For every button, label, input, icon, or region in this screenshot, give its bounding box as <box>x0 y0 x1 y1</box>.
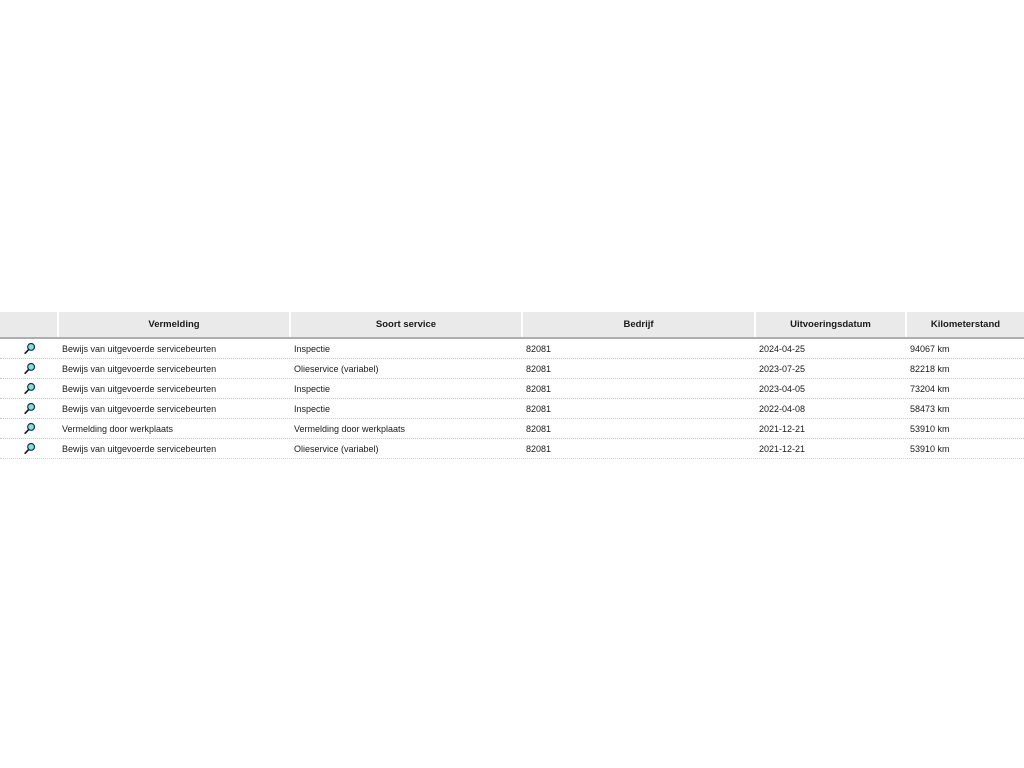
cell-soort-service: Inspectie <box>294 403 331 414</box>
cell-uitvoeringsdatum: 2023-07-25 <box>759 363 806 374</box>
cell-bedrijf: 82081 <box>526 423 552 434</box>
magnifier-icon <box>23 402 36 415</box>
cell-bedrijf: 82081 <box>526 443 552 454</box>
table-row <box>0 339 1024 358</box>
row-actions-cell <box>0 379 59 398</box>
cell-kilometerstand: 53910 km <box>910 443 950 454</box>
header-cell-bedrijf: Bedrijf <box>523 312 754 337</box>
cell-vermelding: Bewijs van uitgevoerde servicebeurten <box>62 403 217 414</box>
header-cell-kilometerstand: Kilometerstand <box>907 312 1024 337</box>
table-row <box>0 418 1024 438</box>
table-row <box>0 438 1024 459</box>
cell-bedrijf: 82081 <box>526 383 552 394</box>
cell-kilometerstand: 58473 km <box>910 403 950 414</box>
table-row <box>0 358 1024 378</box>
cell-vermelding: Bewijs van uitgevoerde servicebeurten <box>62 443 217 454</box>
cell-uitvoeringsdatum: 2021-12-21 <box>759 443 806 454</box>
row-actions-cell <box>0 439 59 458</box>
magnifier-icon <box>23 422 36 435</box>
magnifier-icon <box>23 442 36 455</box>
cell-bedrijf: 82081 <box>526 363 552 374</box>
cell-kilometerstand: 82218 km <box>910 363 950 374</box>
row-actions-cell <box>0 339 59 358</box>
row-detail-button[interactable] <box>22 341 38 357</box>
cell-kilometerstand: 94067 km <box>910 343 950 354</box>
cell-kilometerstand: 53910 km <box>910 423 950 434</box>
row-actions-cell <box>0 359 59 378</box>
header-cell-vermelding: Vermelding <box>59 312 289 337</box>
cell-soort-service: Olieservice (variabel) <box>294 363 379 374</box>
magnifier-icon <box>23 382 36 395</box>
cell-soort-service: Olieservice (variabel) <box>294 443 379 454</box>
cell-uitvoeringsdatum: 2022-04-08 <box>759 403 806 414</box>
header-cell-actions <box>0 312 57 337</box>
row-detail-button[interactable] <box>22 401 38 417</box>
table-body <box>0 339 1024 459</box>
cell-uitvoeringsdatum: 2021-12-21 <box>759 423 806 434</box>
cell-soort-service: Inspectie <box>294 343 331 354</box>
cell-soort-service: Vermelding door werkplaats <box>294 423 406 434</box>
cell-soort-service: Inspectie <box>294 383 331 394</box>
row-detail-button[interactable] <box>22 421 38 437</box>
header-cell-soort-service: Soort service <box>291 312 521 337</box>
cell-uitvoeringsdatum: 2024-04-25 <box>759 343 806 354</box>
cell-kilometerstand: 73204 km <box>910 383 950 394</box>
cell-vermelding: Bewijs van uitgevoerde servicebeurten <box>62 343 217 354</box>
magnifier-icon <box>23 362 36 375</box>
table-row <box>0 378 1024 398</box>
row-detail-button[interactable] <box>22 361 38 377</box>
cell-vermelding: Bewijs van uitgevoerde servicebeurten <box>62 363 217 374</box>
row-detail-button[interactable] <box>22 381 38 397</box>
cell-vermelding: Bewijs van uitgevoerde servicebeurten <box>62 383 217 394</box>
magnifier-icon <box>23 342 36 355</box>
row-actions-cell <box>0 419 59 438</box>
cell-bedrijf: 82081 <box>526 343 552 354</box>
table-row <box>0 398 1024 418</box>
cell-uitvoeringsdatum: 2023-04-05 <box>759 383 806 394</box>
row-actions-cell <box>0 399 59 418</box>
table-header-row <box>0 312 1024 339</box>
header-cell-uitvoeringsdatum: Uitvoeringsdatum <box>756 312 905 337</box>
cell-bedrijf: 82081 <box>526 403 552 414</box>
cell-vermelding: Vermelding door werkplaats <box>62 423 174 434</box>
row-detail-button[interactable] <box>22 441 38 457</box>
service-history-table <box>0 312 1024 459</box>
